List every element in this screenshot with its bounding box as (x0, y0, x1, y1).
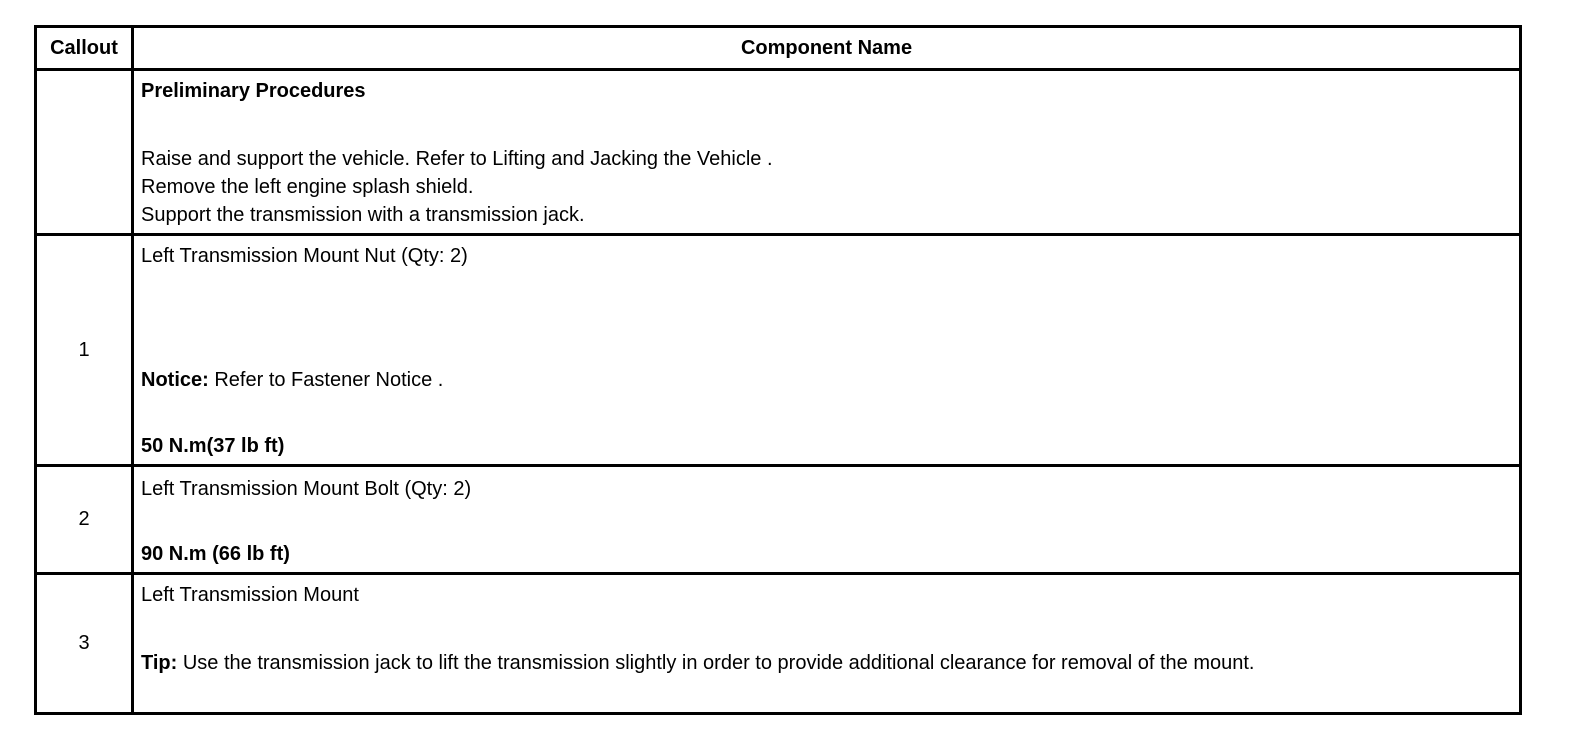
notice-label: Notice: (141, 369, 209, 391)
preliminary-step: Support the transmission with a transmission jack. (141, 204, 585, 226)
preliminary-step: Raise and support the vehicle. Refer to Lifting and Jacking the Vehicle . (141, 148, 773, 170)
callout-number: 3 (78, 632, 90, 654)
procedure-table (34, 25, 1522, 715)
component-name: Left Transmission Mount (141, 584, 359, 606)
header-callout: Callout (50, 36, 118, 59)
callout-number: 2 (78, 508, 90, 530)
row-divider (37, 464, 1519, 467)
header-component-name: Component Name (740, 36, 913, 59)
tip-label: Tip: (141, 652, 178, 674)
torque-spec: 90 N.m (66 lb ft) (141, 543, 290, 565)
notice-line (141, 368, 443, 392)
component-name: Left Transmission Mount Bolt (Qty: 2) (141, 478, 472, 500)
preliminary-step: Remove the left engine splash shield. (141, 176, 474, 198)
tip-text: Use the transmission jack to lift the transmission slightly in order to provide additional clearance for removal of the mount. (177, 652, 1255, 674)
callout-number: 1 (78, 338, 90, 361)
component-name: Left Transmission Mount Nut (Qty: 2) (141, 245, 468, 267)
torque-spec: 50 N.m(37 lb ft) (141, 435, 285, 457)
column-divider (131, 28, 134, 712)
preliminary-title: Preliminary Procedures (141, 80, 366, 102)
tip-line (141, 651, 1254, 675)
row-divider (37, 572, 1519, 575)
notice-text: Refer to Fastener Notice . (208, 369, 444, 391)
row-divider (37, 233, 1519, 236)
header-divider (37, 68, 1519, 71)
